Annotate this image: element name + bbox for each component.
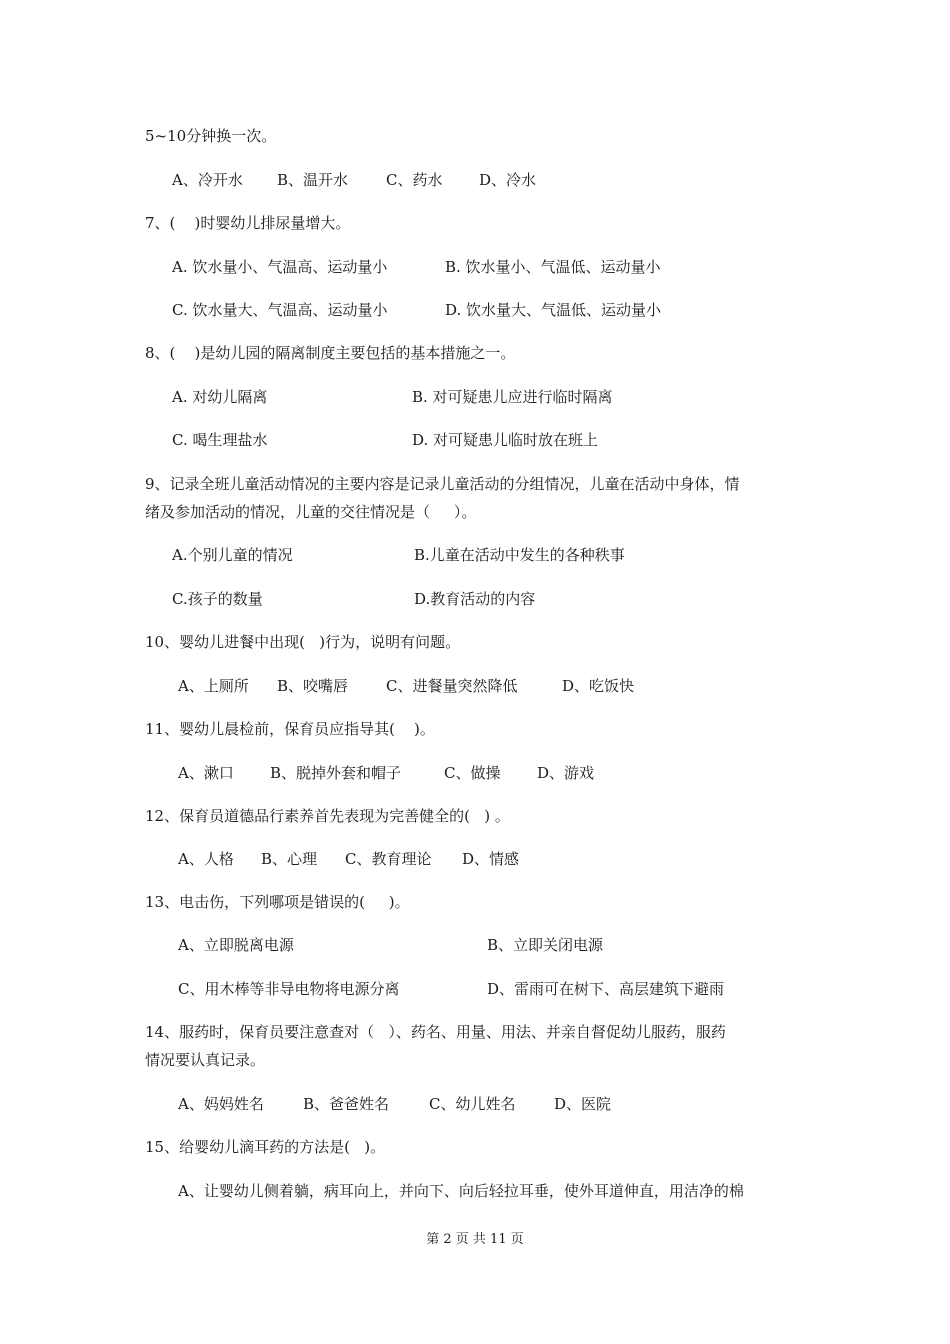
option-d: D、情感 xyxy=(462,850,520,868)
question-14: 14、服药时，保育员要注意查对（ ）、药名、用量、用法、并亲自督促幼儿服药，服药 xyxy=(145,1023,726,1041)
option-d: D、游戏 xyxy=(537,764,595,782)
question-8: 8、( )是幼儿园的隔离制度主要包括的基本措施之一。 xyxy=(145,344,516,362)
option-d: D、吃饭快 xyxy=(562,677,635,695)
option-c: C、教育理论 xyxy=(345,850,432,868)
option-c: C.孩子的数量 xyxy=(172,590,263,608)
question-15: 15、给婴幼儿滴耳药的方法是( )。 xyxy=(145,1138,386,1156)
question-12: 12、保育员道德品行素养首先表现为完善健全的( ) 。 xyxy=(145,807,510,825)
question-9-continued: 绪及参加活动的情况，儿童的交往情况是（ ）。 xyxy=(145,503,477,521)
question-11: 11、婴幼儿晨检前，保育员应指导其( )。 xyxy=(145,720,435,738)
option-a: A、让婴幼儿侧着躺，病耳向上，并向下、向后轻拉耳垂，使外耳道伸直，用洁净的棉 xyxy=(178,1182,744,1200)
option-a: A.个别儿童的情况 xyxy=(172,546,293,564)
option-b: B、爸爸姓名 xyxy=(303,1095,390,1113)
question-14-continued: 情况要认真记录。 xyxy=(145,1051,266,1069)
option-d: D. 对可疑患儿临时放在班上 xyxy=(412,431,599,449)
option-d: D、医院 xyxy=(554,1095,612,1113)
option-c: C、幼儿姓名 xyxy=(429,1095,516,1113)
option-d: D、冷水 xyxy=(479,171,537,189)
question-text: 5~10分钟换一次。 xyxy=(145,127,277,145)
question-13: 13、电击伤，下列哪项是错误的( )。 xyxy=(145,893,410,911)
option-a: A、漱口 xyxy=(178,764,234,782)
option-c: C、药水 xyxy=(386,171,443,189)
option-b: B、脱掉外套和帽子 xyxy=(270,764,402,782)
option-a: A、冷开水 xyxy=(172,171,243,189)
question-9: 9、记录全班儿童活动情况的主要内容是记录儿童活动的分组情况，儿童在活动中身体，情 xyxy=(145,475,740,493)
option-d: D、雷雨可在树下、高层建筑下避雨 xyxy=(487,980,725,998)
option-c: C、进餐量突然降低 xyxy=(386,677,518,695)
option-c: C、做操 xyxy=(444,764,501,782)
option-c: C、用木棒等非导电物将电源分离 xyxy=(178,980,400,998)
option-d: D. 饮水量大、气温低、运动量小 xyxy=(445,301,662,319)
option-b: B、温开水 xyxy=(277,171,349,189)
option-b: B、立即关闭电源 xyxy=(487,936,604,954)
option-a: A、立即脱离电源 xyxy=(178,936,294,954)
option-c: C. 喝生理盐水 xyxy=(172,431,268,449)
option-b: B.儿童在活动中发生的各种秩事 xyxy=(414,546,625,564)
option-b: B. 饮水量小、气温低、运动量小 xyxy=(445,258,661,276)
option-c: C. 饮水量大、气温高、运动量小 xyxy=(172,301,388,319)
option-a: A、妈妈姓名 xyxy=(178,1095,264,1113)
option-b: B. 对可疑患儿应进行临时隔离 xyxy=(412,388,613,406)
page-footer: 第 2 页 共 11 页 xyxy=(426,1232,524,1247)
option-a: A. 对幼儿隔离 xyxy=(172,388,268,406)
option-b: B、咬嘴唇 xyxy=(277,677,349,695)
question-7: 7、( )时婴幼儿排尿量增大。 xyxy=(145,214,351,232)
option-a: A、人格 xyxy=(178,850,234,868)
option-a: A. 饮水量小、气温高、运动量小 xyxy=(172,258,388,276)
option-a: A、上厕所 xyxy=(178,677,249,695)
question-10: 10、婴幼儿进餐中出现( )行为，说明有问题。 xyxy=(145,633,461,651)
option-b: B、心理 xyxy=(261,850,318,868)
option-d: D.教育活动的内容 xyxy=(414,590,536,608)
